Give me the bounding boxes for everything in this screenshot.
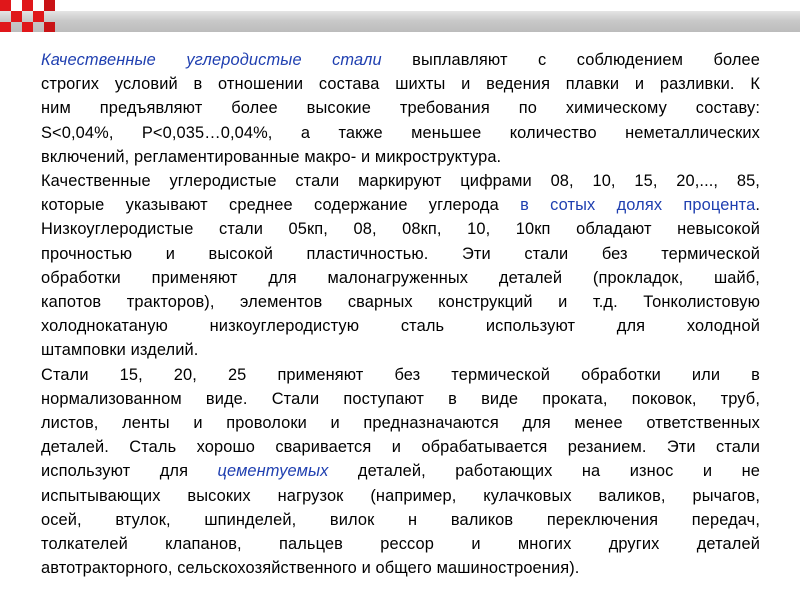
red-square-decoration	[0, 22, 11, 32]
text-line	[41, 338, 760, 362]
text-run: испытывающих высоких нагрузок (например, кулачковых валиков, рычагов,	[41, 486, 760, 505]
text-run: деталей, работающих на износ и не	[328, 462, 760, 481]
text-run: которые указывают среднее содержание углерода	[41, 196, 521, 215]
text-line	[41, 169, 760, 193]
text-run: обработки применяют для малонагруженных деталей (прокладок, шайб,	[41, 268, 760, 287]
text-line	[41, 556, 760, 580]
text-line	[41, 217, 760, 241]
text-line	[41, 459, 760, 483]
text-run: нормализованном виде. Стали поступают в виде проката, поковок, труб,	[41, 389, 760, 408]
paragraph	[41, 169, 760, 363]
text-line	[41, 121, 760, 145]
text-line	[41, 145, 760, 169]
text-line	[41, 508, 760, 532]
text-line	[41, 314, 760, 338]
text-line	[41, 484, 760, 508]
text-run: Стали 15, 20, 25 применяют без термической обработки или в	[41, 365, 760, 384]
text-run: .	[755, 196, 760, 215]
red-square-decoration	[44, 22, 55, 32]
text-run: ним предъявляют более высокие требования по химическому составу:	[41, 99, 760, 118]
highlighted-term: Качественные углеродистые стали	[41, 51, 382, 69]
paragraph	[41, 48, 760, 169]
text-run: строгих условий в отношении состава шихты и ведения плавки и разливки. К	[41, 75, 760, 94]
red-square-decoration	[11, 11, 22, 22]
slide-text-body	[41, 48, 760, 580]
header-gray-bar	[0, 11, 800, 32]
text-run: S<0,04%, P<0,035…0,04%, а также меньшее количество неметаллических	[41, 123, 760, 142]
text-run: включений, регламентированные макро- и микроструктура.	[41, 147, 502, 166]
text-run: Низкоуглеродистые стали 05кп, 08, 08кп, 10, 10кп обладают невысокой	[41, 220, 760, 239]
text-run: листов, ленты и проволоки и предназначаются для менее ответственных	[41, 414, 760, 433]
text-run: автотракторного, сельскохозяйственного и общего машиностроения).	[41, 559, 580, 578]
text-line	[41, 435, 760, 459]
text-line	[41, 266, 760, 290]
text-line	[41, 193, 760, 217]
text-line	[41, 387, 760, 411]
text-run: толкателей клапанов, пальцев рессор и многих других деталей	[41, 535, 760, 554]
text-line	[41, 96, 760, 120]
text-line	[41, 48, 760, 72]
text-line	[41, 242, 760, 266]
text-run: используют для	[41, 462, 218, 481]
text-line	[41, 363, 760, 387]
text-run: холоднокатаную низкоуглеродистую сталь используют для холодной	[41, 317, 760, 336]
paragraph	[41, 363, 760, 581]
text-run: капотов тракторов), элементов сварных конструкций и т.д. Тонколистовую	[41, 293, 760, 312]
red-square-decoration	[44, 0, 55, 11]
red-square-decoration	[22, 0, 33, 11]
text-run: осей, втулок, шпинделей, вилок н валиков переключения передач,	[41, 510, 760, 529]
text-run: прочностью и высокой пластичностью. Эти стали без термической	[41, 244, 760, 263]
text-run: выплавляют с соблюдением более	[381, 51, 760, 69]
text-run: штамповки изделий.	[41, 341, 199, 360]
text-line	[41, 290, 760, 314]
red-square-decoration	[22, 22, 33, 32]
text-run: Качественные углеродистые стали маркируют цифрами 08, 10, 15, 20,..., 85,	[41, 172, 760, 191]
text-line	[41, 411, 760, 435]
text-line	[41, 72, 760, 96]
text-line	[41, 532, 760, 556]
red-square-decoration	[0, 0, 11, 11]
text-run: деталей. Сталь хорошо сваривается и обрабатывается резанием. Эти стали	[41, 438, 760, 457]
red-square-decoration	[33, 11, 44, 22]
highlighted-phrase: в сотых долях процента	[520, 196, 756, 215]
highlighted-term: цементуемых	[217, 462, 329, 481]
